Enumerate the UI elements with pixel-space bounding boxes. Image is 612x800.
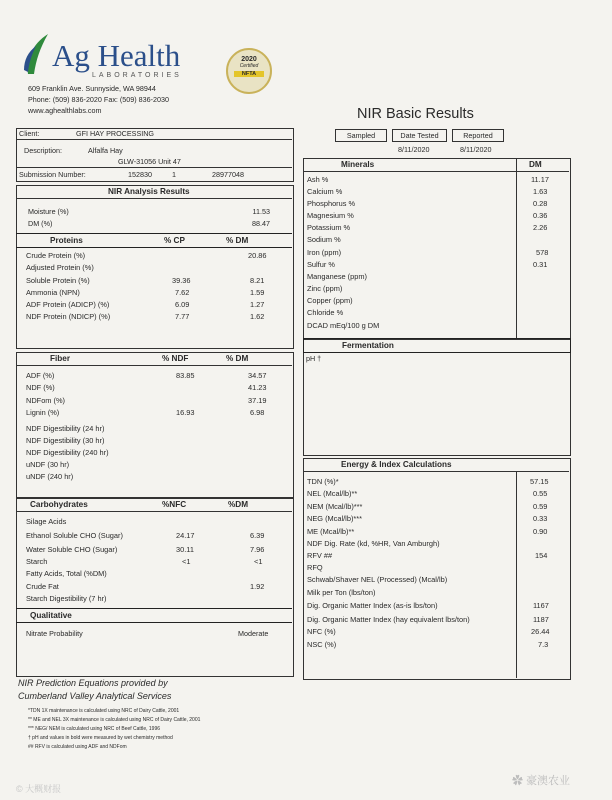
protein-label: ADF Protein (ADICP) (%) <box>26 300 110 309</box>
energy-label: TDN (%)* <box>307 477 339 486</box>
protein-cp: 7.77 <box>175 312 190 321</box>
fiber-label: NDF (%) <box>26 383 55 392</box>
mineral-label: Calcium % <box>307 187 343 196</box>
qualitative-title: Qualitative <box>30 611 72 620</box>
protein-dm: 1.59 <box>250 288 265 297</box>
energy-value: 0.90 <box>533 527 548 536</box>
table-row <box>303 210 569 221</box>
carb-label: Silage Acids <box>26 517 67 526</box>
minerals-title: Minerals <box>341 160 375 169</box>
footnote: *TDN 1X maintenance is calculated using NRC of Dairy Cattle, 2001 <box>28 708 180 714</box>
submission-value-1: 152830 <box>128 170 152 179</box>
watermark-right-text: 豪澳农业 <box>526 775 571 787</box>
mineral-value: 11.17 <box>531 175 549 184</box>
table-row <box>303 476 569 487</box>
date-tested-value: 8/11/2020 <box>398 145 430 154</box>
energy-value: 0.59 <box>533 502 548 511</box>
mineral-label: Sodium % <box>307 235 341 244</box>
table-row <box>303 639 569 650</box>
energy-label: NSC (%) <box>307 640 337 649</box>
fiber-label: uNDF (240 hr) <box>26 472 74 481</box>
fermentation-box <box>303 338 571 456</box>
table-row <box>16 311 292 322</box>
seal-certified: Certified <box>239 63 259 69</box>
carb-dm: 7.96 <box>250 545 265 554</box>
proteins-title: Proteins <box>50 236 83 245</box>
energy-label: NFC (%) <box>307 627 336 636</box>
table-row <box>16 471 292 482</box>
protein-dm: 1.27 <box>250 300 265 309</box>
carb-label: Starch Digestibility (7 hr) <box>26 594 107 603</box>
description-label: Description: <box>24 146 62 155</box>
carb-label: Water Soluble CHO (Sugar) <box>26 545 118 554</box>
fiber-label: ADF (%) <box>26 371 55 380</box>
company-website: www.aghealthlabs.com <box>28 106 102 115</box>
footnote: ## RFV is calculated using ADF and NDFom <box>28 744 127 750</box>
energy-value: 154 <box>535 551 548 560</box>
proteins-table <box>16 250 292 330</box>
table-row <box>16 370 292 381</box>
reported-header: Reported <box>452 129 504 142</box>
leaf-logo-icon <box>22 30 56 76</box>
table-row <box>303 488 569 499</box>
table-row <box>303 513 569 524</box>
fiber-col-dm: % DM <box>226 354 249 363</box>
watermark-right <box>512 772 570 788</box>
submission-value-2: 1 <box>172 170 176 179</box>
protein-label: Soluble Protein (%) <box>26 276 90 285</box>
moisture-label: Moisture (%) <box>28 207 69 216</box>
carb-dm: <1 <box>254 557 263 566</box>
nitrate-value: Moderate <box>238 629 269 638</box>
proteins-col-cp: % CP <box>164 236 185 245</box>
dm-label: DM (%) <box>28 219 53 228</box>
logo-title: Ag Health <box>52 38 181 73</box>
fiber-dm: 6.98 <box>250 408 265 417</box>
energy-label: NEM (Mcal/lb)*** <box>307 502 363 511</box>
protein-label: NDF Protein (NDICP) (%) <box>26 312 111 321</box>
energy-value: 57.15 <box>530 477 549 486</box>
table-row <box>16 581 292 592</box>
nir-analysis-title: NIR Analysis Results <box>108 187 190 196</box>
reported-value: 8/11/2020 <box>460 145 492 154</box>
mineral-label: DCAD mEq/100 g DM <box>307 321 380 330</box>
energy-label: Dig. Organic Matter Index (hay equivalent lbs/ton) <box>307 615 470 624</box>
table-row <box>303 614 569 625</box>
fiber-ndf: 16.93 <box>176 408 195 417</box>
fiber-dm: 37.19 <box>248 396 267 405</box>
mineral-label: Iron (ppm) <box>307 248 342 257</box>
protein-label: Crude Protein (%) <box>26 251 86 260</box>
fiber-table <box>16 370 292 490</box>
energy-label: NEG (Mcal/lb)*** <box>307 514 363 523</box>
carb-label: Ethanol Soluble CHO (Sugar) <box>26 531 123 540</box>
carbohydrates-title: Carbohydrates <box>30 500 88 509</box>
table-row <box>16 395 292 406</box>
fiber-dm: 41.23 <box>248 383 267 392</box>
page-title: NIR Basic Results <box>357 106 474 122</box>
table-row <box>16 459 292 470</box>
mineral-label: Zinc (ppm) <box>307 284 343 293</box>
protein-dm: 1.62 <box>250 312 265 321</box>
table-row <box>303 271 569 282</box>
protein-cp: 7.62 <box>175 288 190 297</box>
table-row <box>16 262 292 273</box>
fiber-label: NDF Digestibility (30 hr) <box>26 436 105 445</box>
carb-nfc: <1 <box>182 557 191 566</box>
carbohydrates-header <box>16 498 292 512</box>
carbohydrates-table <box>16 516 292 604</box>
sampled-header: Sampled <box>335 129 387 142</box>
energy-header <box>303 458 569 472</box>
mineral-value: 0.31 <box>533 260 548 269</box>
energy-value: 1167 <box>533 601 549 610</box>
mineral-label: Chloride % <box>307 308 344 317</box>
table-row <box>16 435 292 446</box>
table-row <box>303 283 569 294</box>
minerals-header <box>303 158 569 172</box>
fiber-dm: 34.57 <box>248 371 267 380</box>
carb-nfc: 24.17 <box>176 531 195 540</box>
company-address: 609 Franklin Ave. Sunnyside, WA 98944 <box>28 84 156 93</box>
table-row <box>303 320 569 331</box>
table-row <box>303 247 569 258</box>
fiber-ndf: 83.85 <box>176 371 195 380</box>
table-row <box>303 574 569 585</box>
table-row <box>303 259 569 270</box>
protein-cp: 6.09 <box>175 300 190 309</box>
mineral-value: 0.28 <box>533 199 548 208</box>
energy-value: 26.44 <box>531 627 550 636</box>
table-row <box>16 593 292 604</box>
protein-label: Adjusted Protein (%) <box>26 263 94 272</box>
fiber-header <box>16 352 292 366</box>
carbohydrates-col-nfc: %NFC <box>162 500 187 509</box>
mineral-label: Sulfur % <box>307 260 335 269</box>
table-row <box>16 299 292 310</box>
date-tested-header: Date Tested <box>392 129 447 142</box>
table-row <box>303 307 569 318</box>
table-row <box>303 198 569 209</box>
mineral-value: 1.63 <box>533 187 548 196</box>
carb-dm: 6.39 <box>250 531 265 540</box>
mineral-label: Phosphorus % <box>307 199 356 208</box>
fermentation-header <box>303 338 571 353</box>
fiber-label: NDFom (%) <box>26 396 66 405</box>
minerals-col-dm: DM <box>529 160 542 169</box>
submission-label: Submission Number: <box>19 170 86 179</box>
table-row <box>303 234 569 245</box>
energy-label: Dig. Organic Matter Index (as-is lbs/ton) <box>307 601 438 610</box>
mineral-value: 2.26 <box>533 223 548 232</box>
company-phone: Phone: (509) 836-2020 Fax: (509) 836-2030 <box>28 95 170 104</box>
fermentation-title: Fermentation <box>342 341 394 350</box>
carbohydrates-col-dm: %DM <box>228 500 249 509</box>
energy-label: ME (Mcal/lb)** <box>307 527 355 536</box>
table-row <box>303 501 569 512</box>
moisture-value: 11.53 <box>252 207 270 216</box>
table-row <box>303 538 569 549</box>
table-row <box>303 626 569 637</box>
mineral-label: Potassium % <box>307 223 351 232</box>
footnote: *** NEG/ NEM is calculated using NRC of Beef Cattle, 1996 <box>28 726 161 732</box>
table-row <box>303 550 569 561</box>
dm-value: 88.47 <box>252 219 270 228</box>
mineral-label: Magnesium % <box>307 211 354 220</box>
energy-value: 0.33 <box>533 514 548 523</box>
carb-nfc: 30.11 <box>176 545 194 554</box>
mineral-label: Manganese (ppm) <box>307 272 367 281</box>
footer-credit-line2: Cumberland Valley Analytical Services <box>18 691 172 701</box>
fiber-col-ndf: % NDF <box>162 354 189 363</box>
energy-value: 1187 <box>533 615 549 624</box>
protein-label: Ammonia (NPN) <box>26 288 80 297</box>
submission-value-3: 28977048 <box>212 170 244 179</box>
fiber-title: Fiber <box>50 354 71 363</box>
certified-seal <box>226 48 272 94</box>
ph-label: pH † <box>306 354 322 363</box>
energy-value: 7.3 <box>538 640 549 649</box>
energy-label: RFV ## <box>307 551 333 560</box>
minerals-table <box>303 174 569 334</box>
logo-subtitle: LABORATORIES <box>92 72 182 79</box>
table-row <box>16 530 292 541</box>
table-row <box>16 407 292 418</box>
client-label: Client: <box>19 129 40 138</box>
table-row <box>16 275 292 286</box>
energy-title: Energy & Index Calculations <box>341 460 452 469</box>
table-row <box>303 174 569 185</box>
footnote: † pH and values in bold were measured by wet chemistry method <box>28 735 173 741</box>
carb-label: Starch <box>26 557 48 566</box>
table-row <box>16 556 292 567</box>
energy-label: RFQ <box>307 563 323 572</box>
carb-label: Crude Fat <box>26 582 59 591</box>
table-row <box>303 600 569 611</box>
table-row <box>16 447 292 458</box>
energy-label: Milk per Ton (lbs/ton) <box>307 588 376 597</box>
table-row <box>303 526 569 537</box>
mineral-value: 0.36 <box>533 211 548 220</box>
description-value-line2: GLW-31056 Unit 47 <box>118 157 181 166</box>
table-row <box>16 250 292 261</box>
fiber-label: uNDF (30 hr) <box>26 460 70 469</box>
description-value: Alfalfa Hay <box>88 146 123 155</box>
carb-label: Fatty Acids, Total (%DM) <box>26 569 107 578</box>
nitrate-label: Nitrate Probability <box>26 629 83 638</box>
energy-label: Schwab/Shaver NEL (Processed) (Mcal/lb) <box>307 575 448 584</box>
proteins-col-dm: % DM <box>226 236 249 245</box>
table-row <box>303 562 569 573</box>
energy-value: 0.55 <box>533 489 548 498</box>
watermark-left: © 大概财报 <box>16 784 62 794</box>
table-row <box>303 186 569 197</box>
seal-year: 2020 <box>241 56 257 63</box>
table-row <box>16 287 292 298</box>
table-row <box>16 516 292 527</box>
energy-table <box>303 476 569 666</box>
mineral-label: Copper (ppm) <box>307 296 353 305</box>
energy-label: NEL (Mcal/lb)** <box>307 489 358 498</box>
fiber-label: Lignin (%) <box>26 408 60 417</box>
nir-analysis-header <box>16 185 292 199</box>
qualitative-header <box>16 608 292 623</box>
fiber-label: NDF Digestibility (240 hr) <box>26 448 109 457</box>
proteins-header <box>16 233 292 248</box>
table-row <box>16 382 292 393</box>
protein-dm: 20.86 <box>248 251 267 260</box>
table-row <box>16 544 292 555</box>
fiber-label: NDF Digestibility (24 hr) <box>26 424 105 433</box>
table-row <box>16 423 292 434</box>
footnote: ** ME and NEL 3X maintenance is calculated using NRC of Dairy Cattle, 2001 <box>28 717 201 723</box>
wechat-icon: ✿ <box>512 775 523 787</box>
protein-dm: 8.21 <box>250 276 265 285</box>
company-logo <box>22 30 222 90</box>
table-row <box>303 295 569 306</box>
table-row <box>303 587 569 598</box>
energy-label: NDF Dig. Rate (kd, %HR, Van Amburgh) <box>307 539 440 548</box>
carb-dm: 1.92 <box>250 582 265 591</box>
client-value: GFI HAY PROCESSING <box>76 129 155 138</box>
seal-nfta: NFTA <box>234 71 264 77</box>
table-row <box>16 568 292 579</box>
mineral-label: Ash % <box>307 175 329 184</box>
table-row <box>303 222 569 233</box>
protein-cp: 39.36 <box>172 276 191 285</box>
footer-credit-line1: NIR Prediction Equations provided by <box>18 678 168 688</box>
mineral-value: 578 <box>536 248 549 257</box>
